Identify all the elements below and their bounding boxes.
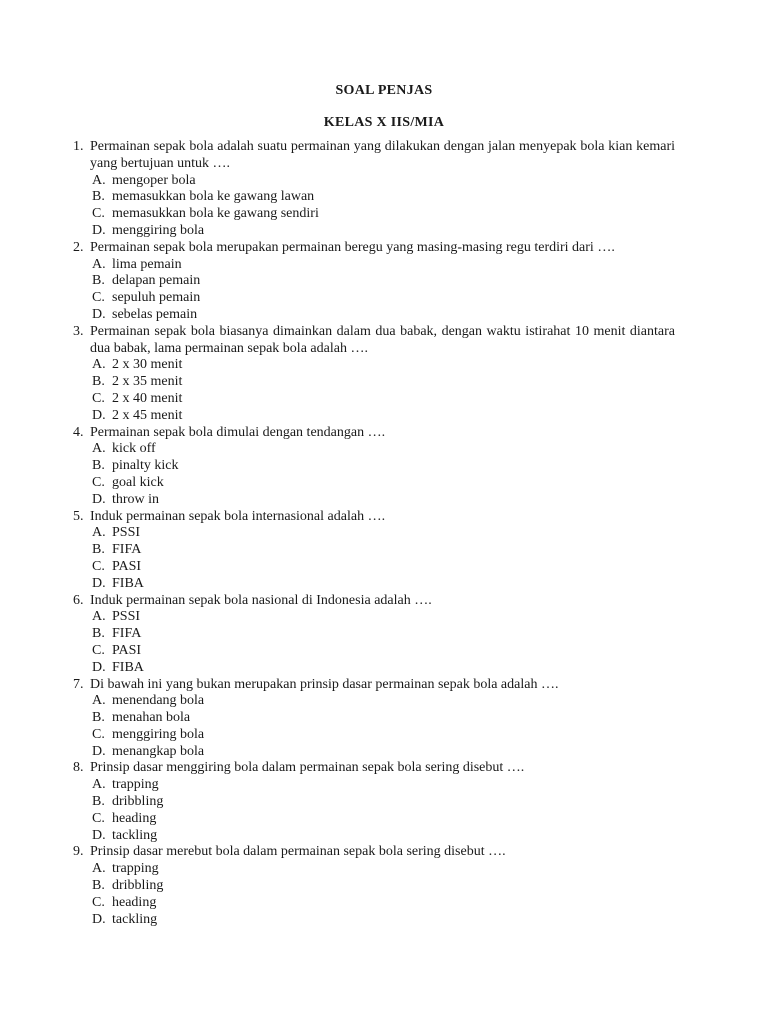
- question-stem: [73, 844, 675, 861]
- answer-option: [92, 828, 675, 845]
- question-number: 4.: [73, 424, 84, 440]
- answer-options: [73, 441, 675, 508]
- option-letter: B.: [92, 458, 105, 474]
- answer-options: [73, 357, 675, 424]
- option-text: goal kick: [112, 474, 164, 490]
- option-letter: A.: [92, 609, 106, 625]
- answer-option: [92, 357, 675, 374]
- question-number: 5.: [73, 508, 84, 524]
- option-letter: D.: [92, 407, 106, 423]
- option-text: menangkap bola: [112, 743, 205, 759]
- question-stem: [73, 593, 675, 610]
- question-stem: [73, 139, 675, 173]
- answer-options: [73, 861, 675, 928]
- question-text: Permainan sepak bola merupakan permainan beregu yang masing-masing regu terdiri dari ….: [90, 239, 615, 255]
- answer-option: [92, 576, 675, 593]
- option-text: menahan bola: [112, 710, 191, 726]
- option-text: tackling: [112, 911, 158, 927]
- answer-option: [92, 878, 675, 895]
- answer-options: [73, 693, 675, 760]
- question-text: Di bawah ini yang bukan merupakan prinsip dasar permainan sepak bola adalah ….: [90, 676, 559, 692]
- question-number: 9.: [73, 844, 84, 860]
- question-item: [73, 324, 675, 425]
- question-stem: [73, 760, 675, 777]
- option-text: memasukkan bola ke gawang sendiri: [112, 206, 319, 222]
- page-subtitle: KELAS X IIS/MIA: [323, 115, 445, 130]
- answer-option: [92, 307, 675, 324]
- option-letter: C.: [92, 390, 105, 406]
- option-letter: A.: [92, 256, 106, 272]
- option-text: mengoper bola: [112, 172, 196, 188]
- answer-option: [92, 492, 675, 509]
- option-letter: D.: [92, 743, 106, 759]
- question-text: Induk permainan sepak bola nasional di Indonesia adalah ….: [90, 592, 432, 608]
- question-text: Prinsip dasar menggiring bola dalam permainan sepak bola sering disebut ….: [90, 760, 525, 776]
- option-text: dribbling: [112, 794, 164, 810]
- answer-option: [92, 290, 675, 307]
- answer-option: [92, 173, 675, 190]
- question-item: [73, 760, 675, 844]
- option-text: trapping: [112, 777, 159, 793]
- question-stem: [73, 425, 675, 442]
- option-text: sebelas pemain: [112, 306, 198, 322]
- option-text: heading: [112, 810, 157, 826]
- answer-options: [73, 257, 675, 324]
- answer-option: [92, 777, 675, 794]
- option-text: 2 x 45 menit: [112, 407, 183, 423]
- answer-option: [92, 374, 675, 391]
- option-letter: C.: [92, 894, 105, 910]
- option-letter: C.: [92, 558, 105, 574]
- question-stem: [73, 240, 675, 257]
- option-text: sepuluh pemain: [112, 290, 201, 306]
- option-letter: C.: [92, 810, 105, 826]
- option-text: PASI: [112, 558, 142, 574]
- option-text: FIBA: [112, 659, 144, 675]
- option-letter: A.: [92, 357, 106, 373]
- option-text: menggiring bola: [112, 222, 205, 238]
- answer-options: [73, 609, 675, 676]
- option-letter: A.: [92, 441, 106, 457]
- option-text: tackling: [112, 827, 158, 843]
- answer-option: [92, 273, 675, 290]
- page-title: SOAL PENJAS: [335, 83, 433, 98]
- answer-option: [92, 744, 675, 761]
- question-stem: [73, 677, 675, 694]
- question-item: [73, 509, 675, 593]
- answer-option: [92, 693, 675, 710]
- option-text: menendang bola: [112, 693, 205, 709]
- question-number: 7.: [73, 676, 84, 692]
- option-text: lima pemain: [112, 256, 182, 272]
- answer-option: [92, 895, 675, 912]
- question-number: 2.: [73, 239, 84, 255]
- question-stem: [73, 509, 675, 526]
- answer-option: [92, 458, 675, 475]
- option-text: FIBA: [112, 575, 144, 591]
- answer-option: [92, 189, 675, 206]
- question-text: Prinsip dasar merebut bola dalam permainan sepak bola sering disebut ….: [90, 844, 506, 860]
- option-letter: D.: [92, 491, 106, 507]
- option-text: heading: [112, 894, 157, 910]
- option-letter: C.: [92, 474, 105, 490]
- option-letter: A.: [92, 777, 106, 793]
- option-text: 2 x 40 menit: [112, 390, 183, 406]
- question-item: [73, 593, 675, 677]
- option-letter: B.: [92, 794, 105, 810]
- option-text: trapping: [112, 861, 159, 877]
- option-letter: D.: [92, 222, 106, 238]
- answer-option: [92, 626, 675, 643]
- answer-option: [92, 727, 675, 744]
- option-letter: C.: [92, 642, 105, 658]
- answer-option: [92, 542, 675, 559]
- answer-option: [92, 861, 675, 878]
- answer-option: [92, 559, 675, 576]
- option-letter: D.: [92, 575, 106, 591]
- question-item: [73, 677, 675, 761]
- option-text: pinalty kick: [112, 458, 179, 474]
- option-text: memasukkan bola ke gawang lawan: [112, 189, 315, 205]
- option-text: throw in: [112, 491, 160, 507]
- option-letter: B.: [92, 542, 105, 558]
- option-letter: A.: [92, 172, 106, 188]
- answer-option: [92, 441, 675, 458]
- question-item: [73, 844, 675, 928]
- option-text: PSSI: [112, 525, 141, 541]
- option-letter: C.: [92, 290, 105, 306]
- answer-option: [92, 710, 675, 727]
- question-item: [73, 425, 675, 509]
- answer-option: [92, 223, 675, 240]
- answer-options: [73, 173, 675, 240]
- option-letter: B.: [92, 878, 105, 894]
- option-letter: C.: [92, 206, 105, 222]
- answer-option: [92, 408, 675, 425]
- answer-option: [92, 794, 675, 811]
- option-letter: A.: [92, 861, 106, 877]
- option-text: 2 x 35 menit: [112, 374, 183, 390]
- option-letter: B.: [92, 374, 105, 390]
- answer-option: [92, 206, 675, 223]
- option-letter: B.: [92, 273, 105, 289]
- answer-option: [92, 912, 675, 929]
- question-stem: [73, 324, 675, 358]
- question-text: Permainan sepak bola biasanya dimainkan dalam dua babak, dengan waktu istirahat 10 menit diantara dua babak, lama permainan sepak bola adalah ….: [90, 323, 675, 356]
- option-letter: B.: [92, 710, 105, 726]
- question-number: 8.: [73, 760, 84, 776]
- question-number: 3.: [73, 323, 84, 339]
- question-text: Permainan sepak bola dimulai dengan tendangan ….: [90, 424, 386, 440]
- option-letter: B.: [92, 626, 105, 642]
- option-text: delapan pemain: [112, 273, 201, 289]
- option-letter: D.: [92, 306, 106, 322]
- option-letter: D.: [92, 911, 106, 927]
- answer-option: [92, 475, 675, 492]
- answer-option: [92, 257, 675, 274]
- question-number: 6.: [73, 592, 84, 608]
- option-letter: D.: [92, 659, 106, 675]
- option-letter: D.: [92, 827, 106, 843]
- question-text: Permainan sepak bola adalah suatu permainan yang dilakukan dengan jalan menyepak bola kian kemari yang bertujuan untuk ….: [90, 139, 675, 171]
- option-letter: C.: [92, 726, 105, 742]
- option-text: dribbling: [112, 878, 164, 894]
- answer-option: [92, 660, 675, 677]
- option-text: FIFA: [112, 626, 142, 642]
- question-item: [73, 240, 675, 324]
- question-list: [73, 139, 675, 928]
- answer-option: [92, 525, 675, 542]
- question-text: Induk permainan sepak bola internasional adalah ….: [90, 508, 386, 524]
- option-text: kick off: [112, 441, 156, 457]
- answer-option: [92, 643, 675, 660]
- option-letter: A.: [92, 693, 106, 709]
- answer-option: [92, 391, 675, 408]
- question-item: [73, 139, 675, 240]
- option-text: menggiring bola: [112, 726, 205, 742]
- option-text: PSSI: [112, 609, 141, 625]
- question-number: 1.: [73, 139, 84, 154]
- option-letter: B.: [92, 189, 105, 205]
- option-text: 2 x 30 menit: [112, 357, 183, 373]
- answer-options: [73, 525, 675, 592]
- option-text: PASI: [112, 642, 142, 658]
- answer-options: [73, 777, 675, 844]
- option-text: FIFA: [112, 542, 142, 558]
- option-letter: A.: [92, 525, 106, 541]
- answer-option: [92, 811, 675, 828]
- answer-option: [92, 609, 675, 626]
